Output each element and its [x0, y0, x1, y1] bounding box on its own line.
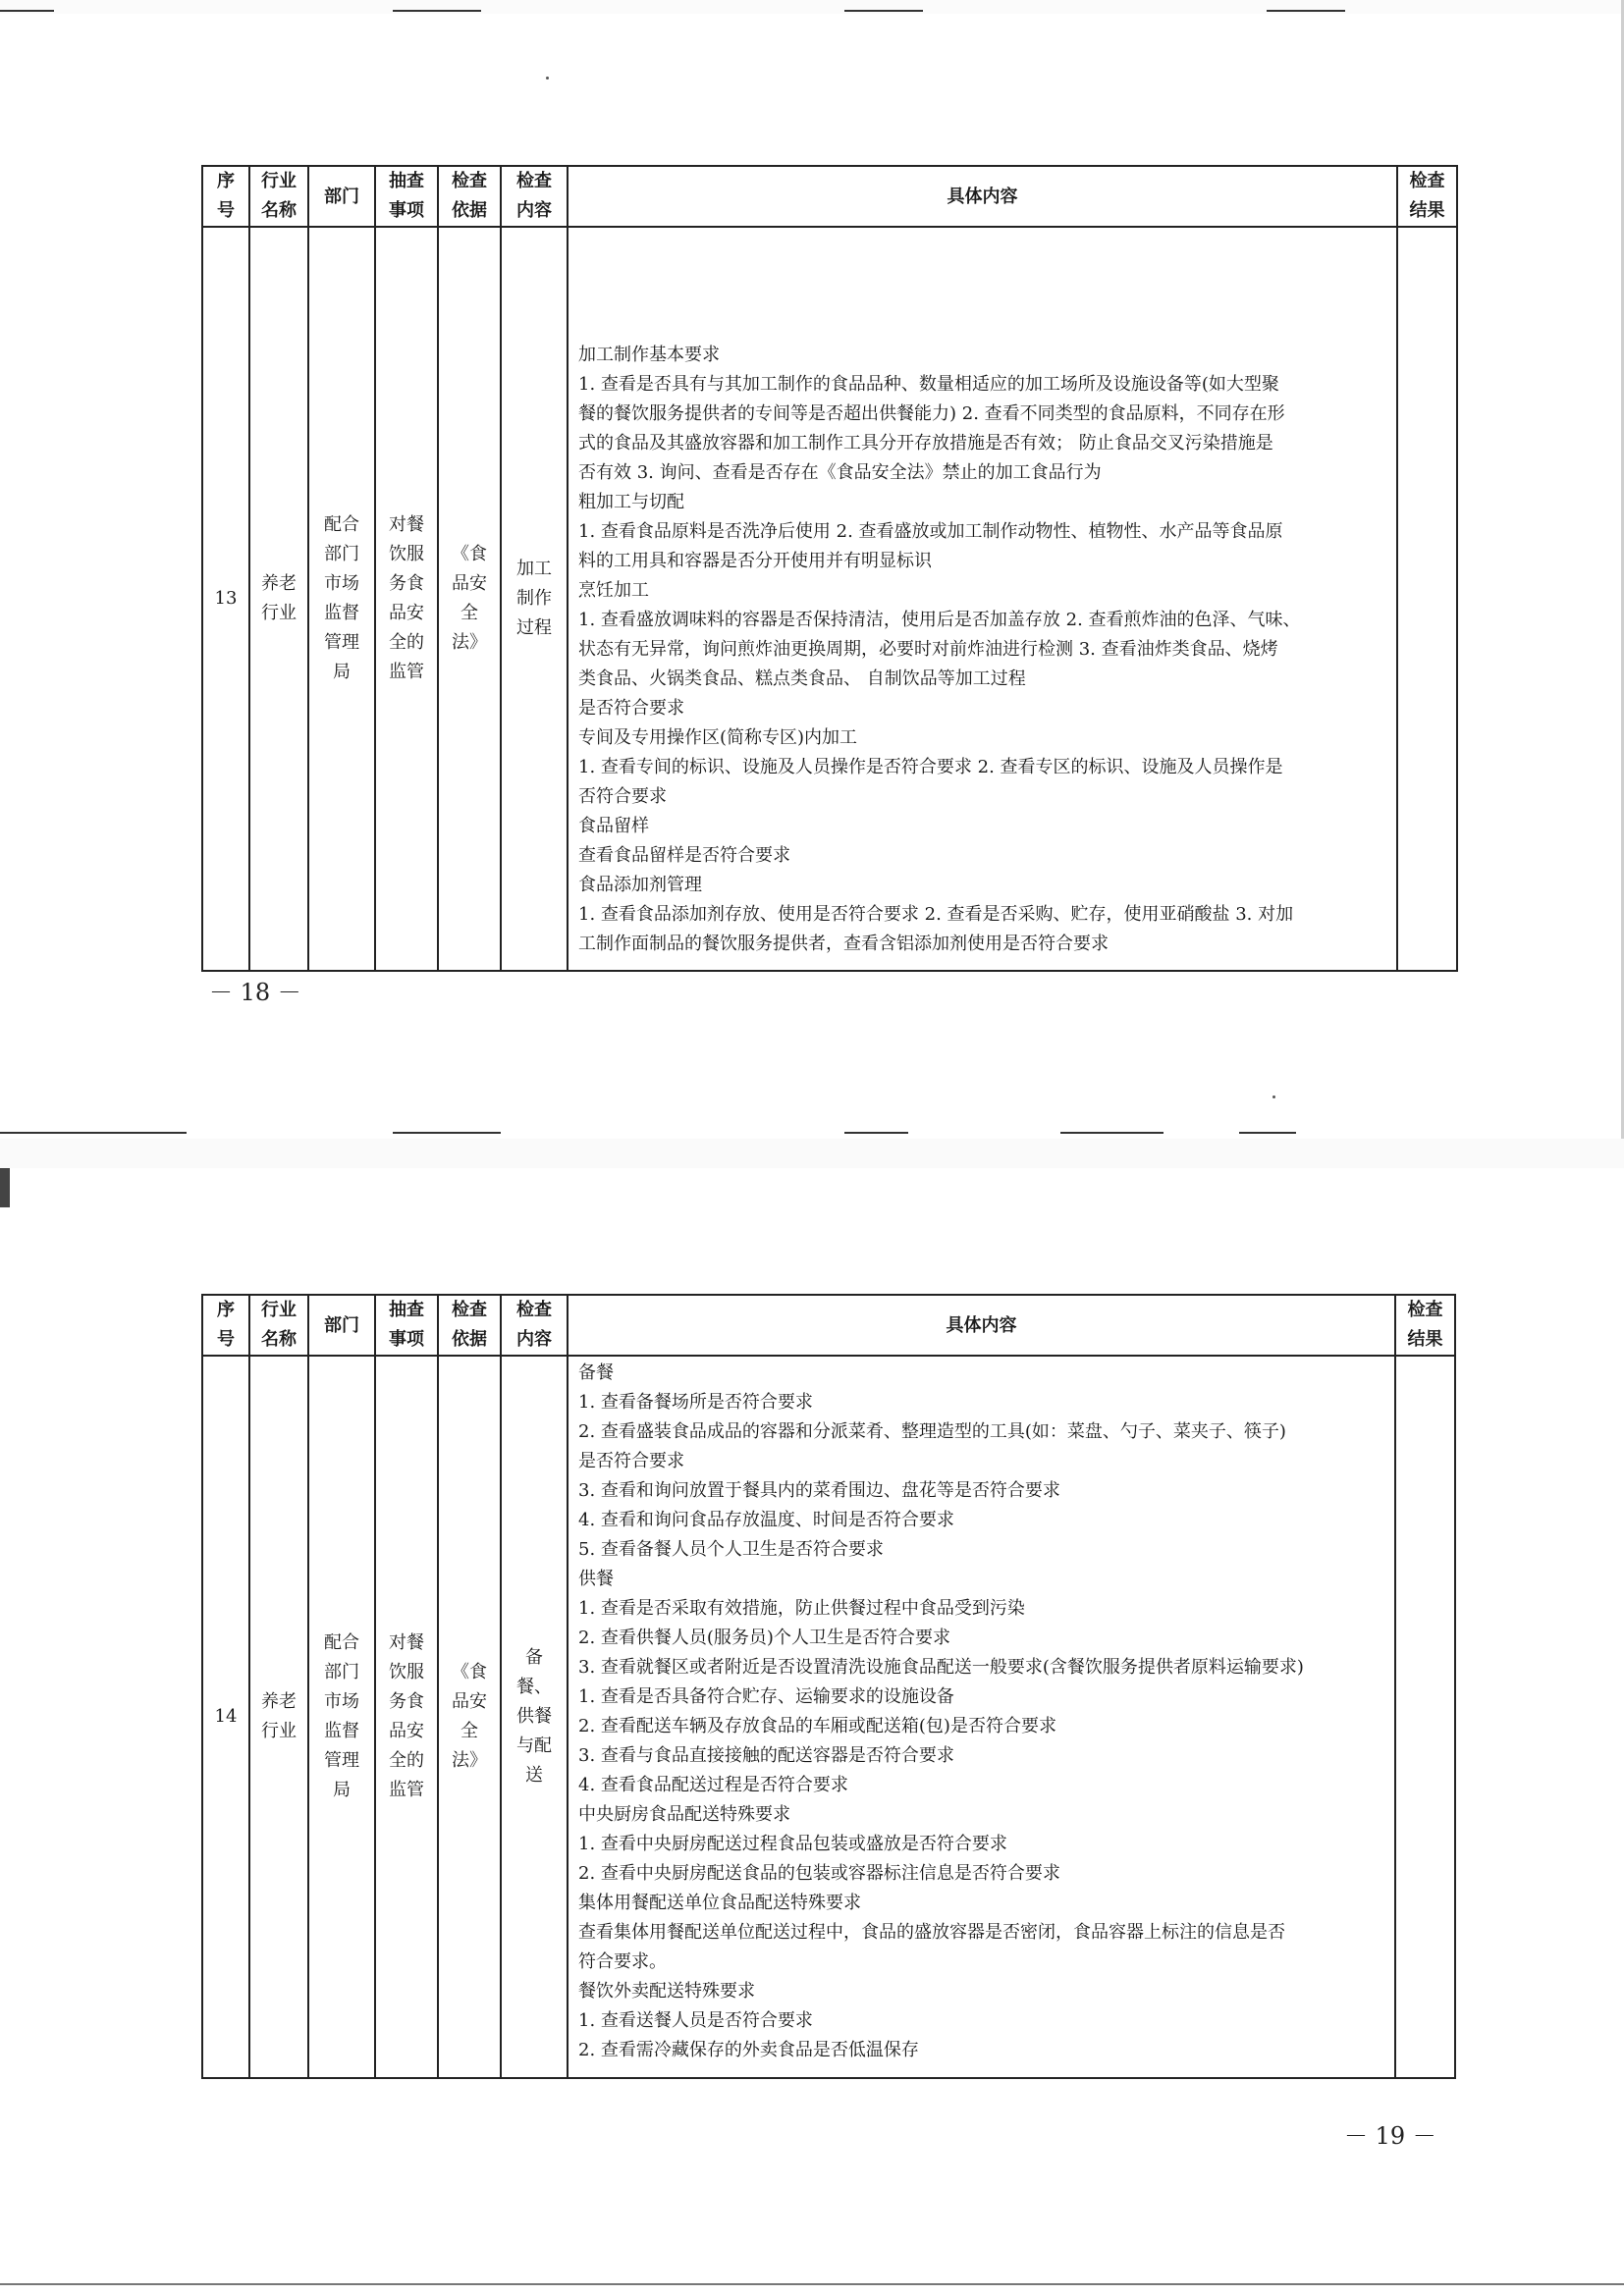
- detail-line: 餐饮外卖配送特殊要求: [578, 1981, 755, 2002]
- scan-artifact-line: [1267, 10, 1345, 12]
- detail-line: 1. 查看是否具备符合贮存、运输要求的设施设备: [578, 1686, 954, 1707]
- table-row: [202, 227, 1457, 971]
- inspection-table-page-19: [201, 1294, 1456, 2079]
- row-details: [568, 1356, 1395, 2078]
- scan-artifact-line: [0, 1132, 187, 1134]
- detail-line: 2. 查看中央厨房配送食品的包装或容器标注信息是否符合要求: [578, 1863, 1060, 1884]
- detail-line: 烹饪加工: [578, 580, 649, 601]
- detail-line: 食品留样: [578, 816, 649, 836]
- detail-line: 食品添加剂管理: [578, 875, 702, 895]
- detail-line: 4. 查看食品配送过程是否符合要求: [578, 1775, 848, 1795]
- scan-artifact-line: [844, 10, 923, 12]
- detail-line: 5. 查看备餐人员个人卫生是否符合要求: [578, 1539, 884, 1560]
- detail-line: 否有效 3. 询问、查看是否存在《食品安全法》禁止的加工食品行为: [578, 462, 1102, 483]
- detail-line: 1. 查看食品添加剂存放、使用是否符合要求 2. 查看是否采购、贮存，使用亚硝酸盐 3. 对加: [578, 904, 1294, 925]
- detail-line: 工制作面制品的餐饮服务提供者，查看含铝添加剂使用是否符合要求: [578, 934, 1109, 954]
- row-department: 配合部门市场监督管理局: [308, 227, 375, 971]
- header-department: 部门: [308, 1295, 375, 1356]
- table-row: [202, 1356, 1455, 2078]
- detail-line: 集体用餐配送单位食品配送特殊要求: [578, 1893, 861, 1913]
- scan-artifact-line: [0, 1168, 10, 1207]
- page-number: － 19 －: [1344, 2122, 1436, 2150]
- row-department: 配合部门市场监督管理局: [308, 1356, 375, 2078]
- row-item: 对餐饮服务食品安全的监管: [375, 227, 438, 971]
- detail-line: 2. 查看盛装食品成品的容器和分派菜肴、整理造型的工具(如：菜盘、勺子、菜夹子、筷子): [578, 1421, 1286, 1442]
- page-separator: [0, 1139, 1624, 1168]
- scan-bottom-edge: [0, 2283, 1624, 2285]
- inspection-table-page-18: [201, 165, 1458, 972]
- scan-speck: [546, 77, 549, 80]
- detail-line: 3. 查看就餐区或者附近是否设置清洗设施食品配送一般要求(含餐饮服务提供者原料运输要求): [578, 1657, 1304, 1678]
- row-basis: 《食品安全法》: [438, 227, 501, 971]
- detail-line: 状态有无异常，询问煎炸油更换周期，必要时对前炸油进行检测 3. 查看油炸类食品、烧烤: [578, 639, 1278, 660]
- detail-line: 3. 查看和询问放置于餐具内的菜肴围边、盘花等是否符合要求: [578, 1480, 1060, 1501]
- header-seq: 序号: [202, 1295, 249, 1356]
- header-item: 抽查事项: [375, 166, 438, 227]
- detail-line: 粗加工与切配: [578, 492, 684, 512]
- detail-line: 是否符合要求: [578, 698, 684, 719]
- row-result: [1397, 227, 1457, 971]
- header-basis: 检查依据: [438, 1295, 501, 1356]
- detail-line: 料的工用具和容器是否分开使用并有明显标识: [578, 551, 932, 571]
- row-check-content: 加工制作过程: [501, 227, 568, 971]
- detail-line: 类食品、火锅类食品、糕点类食品、 自制饮品等加工过程: [578, 668, 1026, 689]
- detail-line: 中央厨房食品配送特殊要求: [578, 1804, 790, 1825]
- header-result: 检查结果: [1397, 166, 1457, 227]
- row-result: [1395, 1356, 1455, 2078]
- detail-line: 1. 查看中央厨房配送过程食品包装或盛放是否符合要求: [578, 1834, 1007, 1854]
- row-industry: 养老行业: [249, 1356, 308, 2078]
- detail-line: 2. 查看供餐人员(服务员)个人卫生是否符合要求: [578, 1628, 950, 1648]
- detail-line: 4. 查看和询问食品存放温度、时间是否符合要求: [578, 1510, 954, 1530]
- detail-line: 1. 查看是否采取有效措施，防止供餐过程中食品受到污染: [578, 1598, 1025, 1619]
- detail-line: 1. 查看专间的标识、设施及人员操作是否符合要求 2. 查看专区的标识、设施及人员操作是: [578, 757, 1283, 777]
- row-seq: 14: [202, 1356, 249, 2078]
- header-item: 抽查事项: [375, 1295, 438, 1356]
- scan-artifact-line: [844, 1132, 908, 1134]
- detail-line: 符合要求。: [578, 1951, 667, 1972]
- header-basis: 检查依据: [438, 166, 501, 227]
- scan-artifact-line: [1060, 1132, 1164, 1134]
- detail-line: 加工制作基本要求: [578, 345, 720, 365]
- detail-line: 式的食品及其盛放容器和加工制作工具分开存放措施是否有效； 防止食品交叉污染措施是: [578, 433, 1273, 454]
- row-item: 对餐饮服务食品安全的监管: [375, 1356, 438, 2078]
- header-department: 部门: [308, 166, 375, 227]
- detail-line: 否符合要求: [578, 786, 667, 807]
- detail-line: 1. 查看盛放调味料的容器是否保持清洁，使用后是否加盖存放 2. 查看煎炸油的色泽、气味、: [578, 610, 1301, 630]
- scan-speck: [1272, 1095, 1275, 1098]
- detail-line: 1. 查看是否具有与其加工制作的食品品种、数量相适应的加工场所及设施设备等(如大型聚: [578, 374, 1279, 395]
- header-check-content: 检查内容: [501, 166, 568, 227]
- detail-line: 2. 查看需冷藏保存的外卖食品是否低温保存: [578, 2040, 919, 2060]
- row-details: [568, 227, 1397, 971]
- scan-artifact-line: [1239, 1132, 1296, 1134]
- detail-line: 2. 查看配送车辆及存放食品的车厢或配送箱(包)是否符合要求: [578, 1716, 1056, 1736]
- header-industry: 行业名称: [249, 1295, 308, 1356]
- header-details: 具体内容: [568, 166, 1397, 227]
- detail-line: 专间及专用操作区(简称专区)内加工: [578, 727, 858, 748]
- detail-line: 3. 查看与食品直接接触的配送容器是否符合要求: [578, 1745, 954, 1766]
- scan-top-edge: [0, 0, 1624, 14]
- detail-line: 1. 查看送餐人员是否符合要求: [578, 2010, 813, 2031]
- detail-line: 是否符合要求: [578, 1451, 684, 1471]
- detail-line: 查看集体用餐配送单位配送过程中，食品的盛放容器是否密闭，食品容器上标注的信息是否: [578, 1922, 1285, 1943]
- detail-line: 查看食品留样是否符合要求: [578, 845, 790, 866]
- header-result: 检查结果: [1395, 1295, 1455, 1356]
- detail-line: 1. 查看食品原料是否洗净后使用 2. 查看盛放或加工制作动物性、植物性、水产品等食品原: [578, 521, 1283, 542]
- header-industry: 行业名称: [249, 166, 308, 227]
- header-details: 具体内容: [568, 1295, 1395, 1356]
- scan-artifact-line: [393, 1132, 501, 1134]
- row-basis: 《食品安全法》: [438, 1356, 501, 2078]
- detail-line: 供餐: [578, 1569, 614, 1589]
- row-check-content: 备餐、供餐与配送: [501, 1356, 568, 2078]
- detail-line: 1. 查看备餐场所是否符合要求: [578, 1392, 813, 1413]
- header-check-content: 检查内容: [501, 1295, 568, 1356]
- row-industry: 养老行业: [249, 227, 308, 971]
- page-number: － 18 －: [209, 979, 301, 1006]
- scan-artifact-line: [393, 10, 481, 12]
- detail-line: 备餐: [578, 1362, 614, 1383]
- scan-artifact-line: [0, 10, 54, 12]
- detail-line: 餐的餐饮服务提供者的专间等是否超出供餐能力) 2. 查看不同类型的食品原料，不同存在形: [578, 403, 1285, 424]
- header-seq: 序号: [202, 166, 249, 227]
- row-seq: 13: [202, 227, 249, 971]
